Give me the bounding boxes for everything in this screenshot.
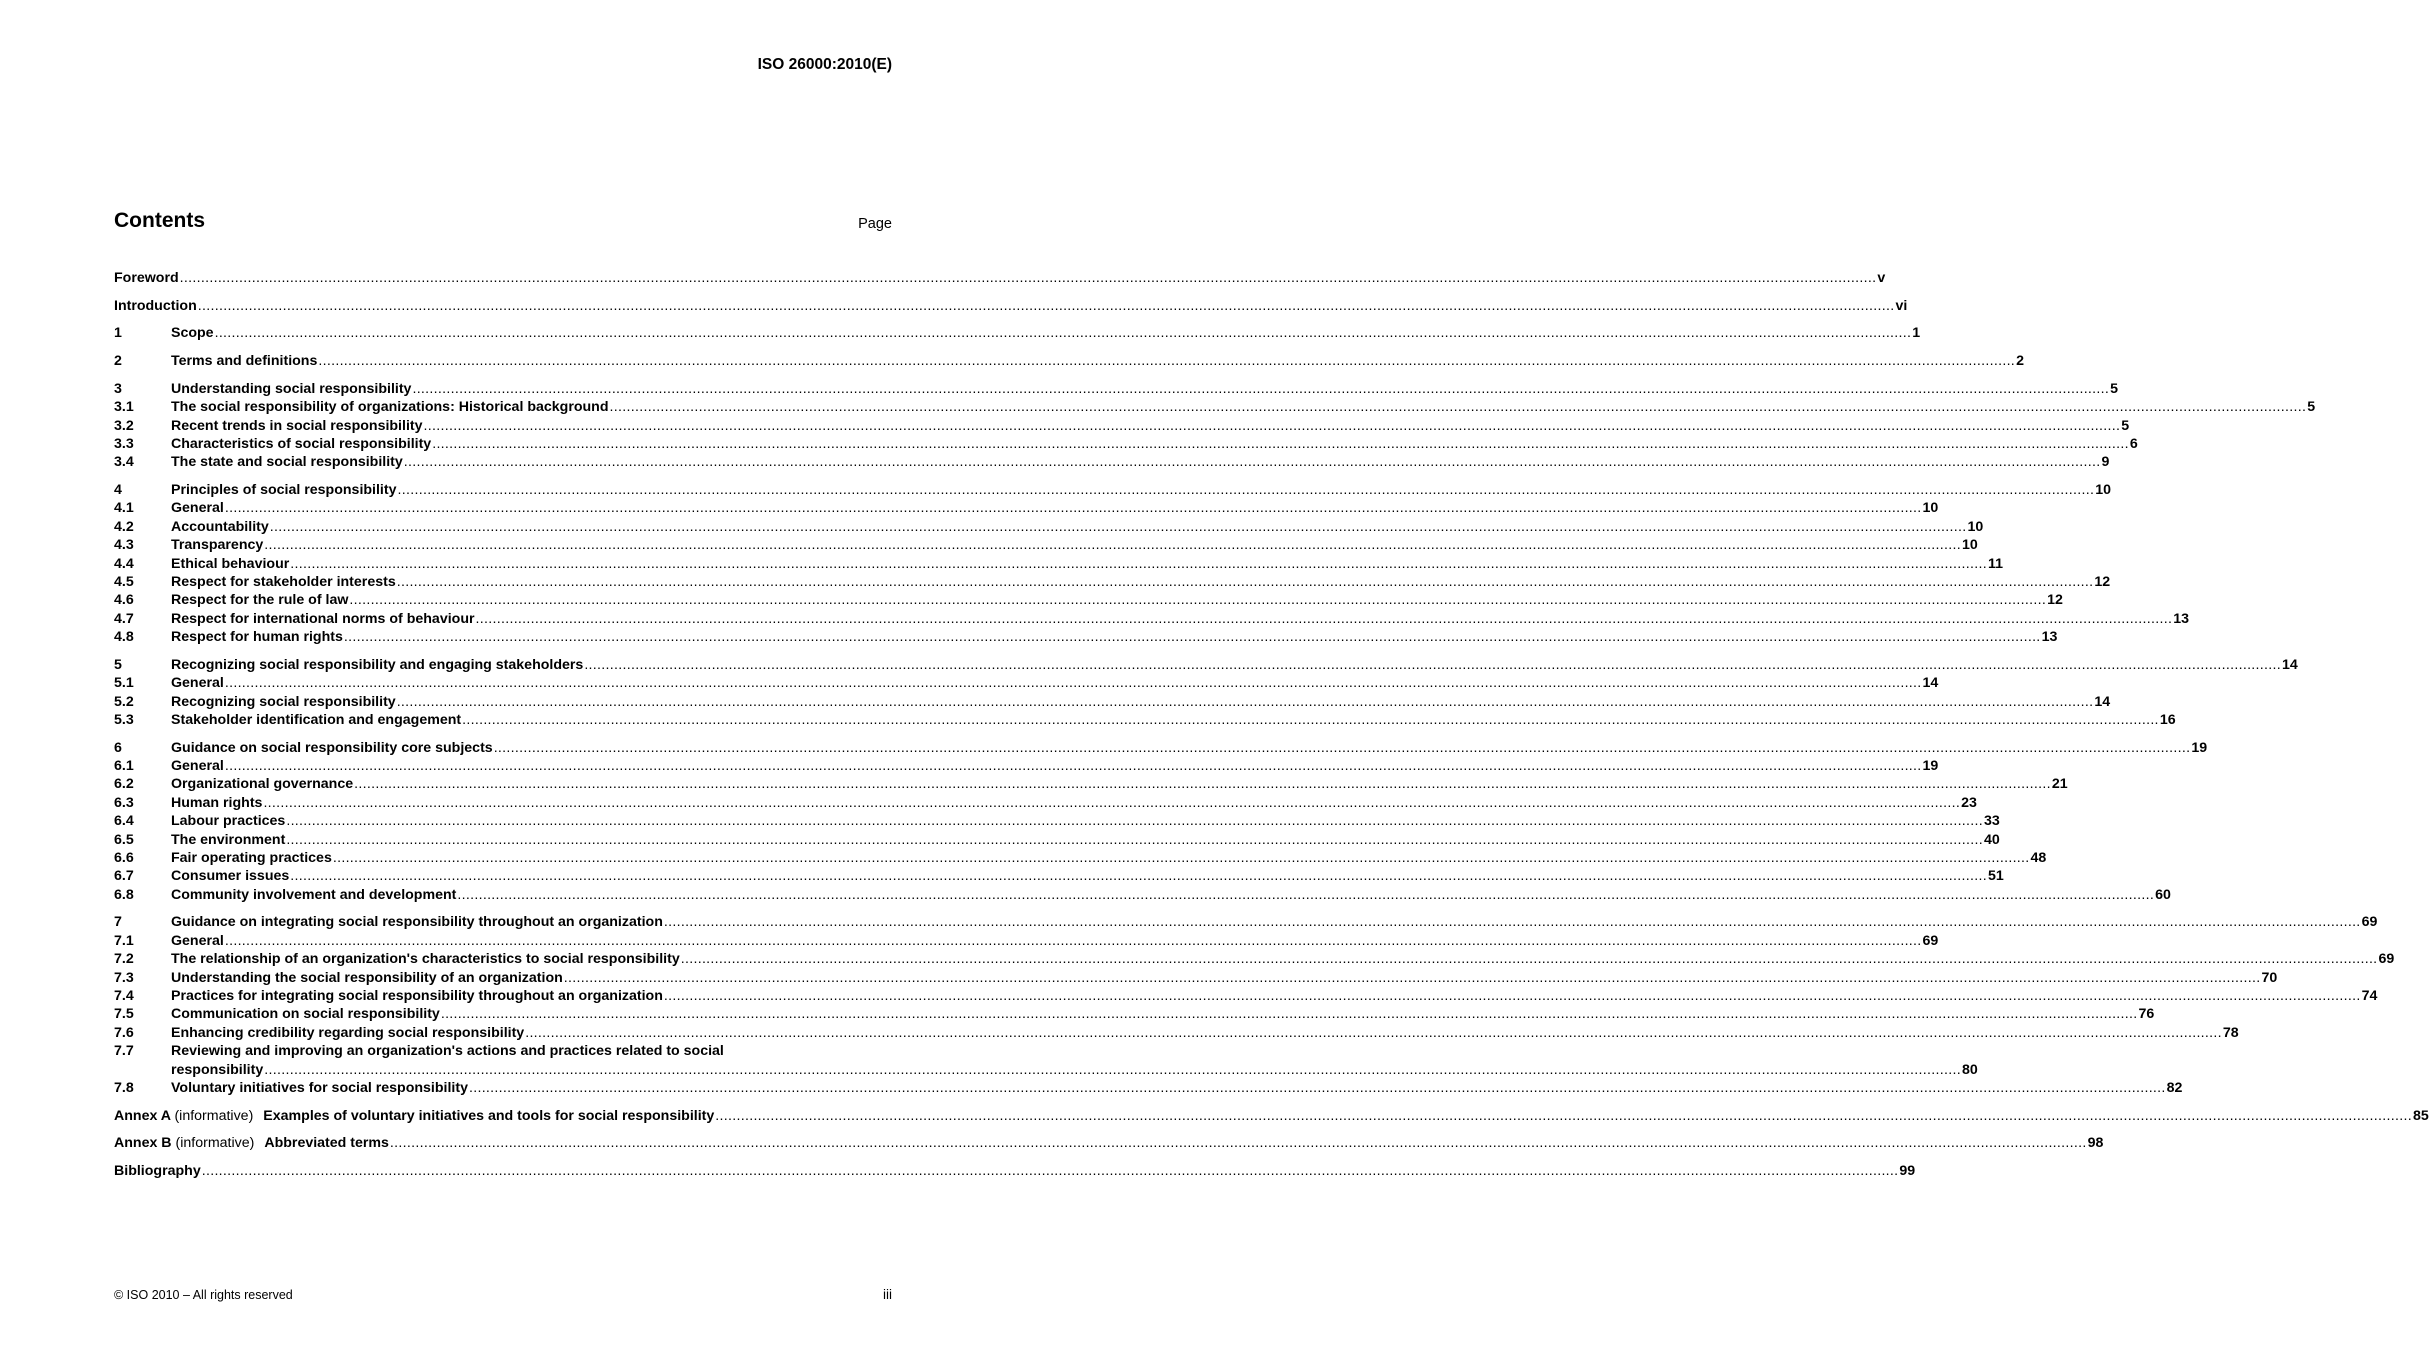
toc-entry-title: Bibliography xyxy=(114,1163,201,1180)
toc-entry[interactable] xyxy=(114,711,2176,729)
toc-entry-number: 4.3 xyxy=(114,537,134,554)
toc-entry-page: 19 xyxy=(2191,739,2208,756)
toc-entry-number: 7.2 xyxy=(114,951,134,968)
toc-entry-number: 3 xyxy=(114,380,122,397)
toc-entry-number: 3.3 xyxy=(114,435,134,452)
toc-entry[interactable] xyxy=(114,417,2130,435)
toc-entry-page: 16 xyxy=(2159,711,2176,728)
toc-entry-number: 7.8 xyxy=(114,1080,134,1097)
toc-entry[interactable] xyxy=(114,573,2111,591)
toc-entry-page: 12 xyxy=(2094,573,2111,590)
toc-dot-leader: ................................................................................................................................................................................................................................................................................................................................................................................................................ xyxy=(663,914,2361,931)
toc-dot-leader: ................................................................................................................................................................................................................................................................................................................................................................................................................ xyxy=(396,693,2094,710)
toc-entry-title: Voluntary initiatives for social responsibility xyxy=(171,1080,468,1097)
toc-dot-leader: ................................................................................................................................................................................................................................................................................................................................................................................................................ xyxy=(412,380,2110,397)
toc-entry[interactable] xyxy=(114,352,2024,370)
toc-entry-page: 48 xyxy=(2030,850,2047,867)
toc-entry-number: 4.8 xyxy=(114,629,134,646)
toc-entry[interactable] xyxy=(114,518,1984,536)
toc-entry-title: Communication on social responsibility xyxy=(171,1006,440,1023)
toc-entry[interactable] xyxy=(114,1079,2183,1097)
toc-entry[interactable] xyxy=(114,656,2298,674)
toc-dot-leader: ................................................................................................................................................................................................................................................................................................................................................................................................................ xyxy=(475,610,2173,627)
toc-dot-leader: ................................................................................................................................................................................................................................................................................................................................................................................................................ xyxy=(468,1080,2166,1097)
toc-entry[interactable] xyxy=(114,269,1886,287)
toc-dot-leader: ................................................................................................................................................................................................................................................................................................................................................................................................................ xyxy=(349,592,2047,609)
toc-dot-leader: ................................................................................................................................................................................................................................................................................................................................................................................................................ xyxy=(286,831,1984,848)
toc-dot-leader: ................................................................................................................................................................................................................................................................................................................................................................................................................ xyxy=(343,629,2041,646)
toc-entry[interactable] xyxy=(114,324,1921,342)
toc-dot-leader: ................................................................................................................................................................................................................................................................................................................................................................................................................ xyxy=(286,813,1984,830)
toc-dot-leader: ................................................................................................................................................................................................................................................................................................................................................................................................................ xyxy=(396,573,2094,590)
toc-entry-title-continued xyxy=(171,1061,1978,1079)
toc-dot-leader: ................................................................................................................................................................................................................................................................................................................................................................................................................ xyxy=(584,656,2282,673)
toc-entry[interactable] xyxy=(114,453,2110,471)
toc-dot-leader: ................................................................................................................................................................................................................................................................................................................................................................................................................ xyxy=(423,417,2121,434)
annex-label: Annex B xyxy=(114,1135,172,1152)
toc-entry-page: 5 xyxy=(2110,380,2119,397)
toc-entry[interactable] xyxy=(114,628,2058,646)
annex-type: (informative) xyxy=(175,1135,255,1152)
toc-dot-leader: ................................................................................................................................................................................................................................................................................................................................................................................................................ xyxy=(224,675,1922,692)
toc-entry-page: 10 xyxy=(1922,500,1939,517)
toc-entry[interactable] xyxy=(114,610,2189,628)
toc-entry-title: Labour practices xyxy=(171,813,286,830)
toc-entry-page: 14 xyxy=(2282,656,2298,673)
toc-entry-page: 6 xyxy=(2129,435,2138,452)
toc-entry-title: Transparency xyxy=(171,537,264,554)
toc-entry-number: 6.7 xyxy=(114,868,134,885)
toc-dot-leader: ................................................................................................................................................................................................................................................................................................................................................................................................................ xyxy=(332,850,2030,867)
toc-dot-leader: ................................................................................................................................................................................................................................................................................................................................................................................................................ xyxy=(269,518,1967,535)
toc-entry-number: 7.3 xyxy=(114,969,134,986)
toc-entry-page: 5 xyxy=(2121,417,2130,434)
toc-entry-page: 70 xyxy=(2261,969,2278,986)
toc-entry[interactable] xyxy=(114,739,2208,757)
toc-entry-title: Human rights xyxy=(171,794,263,811)
toc-entry-title: Enhancing credibility regarding social responsibility xyxy=(171,1024,525,1041)
toc-entry[interactable] xyxy=(114,536,1978,554)
toc-entry-number: 4.5 xyxy=(114,573,134,590)
toc-entry[interactable] xyxy=(114,1024,2239,1042)
toc-entry[interactable] xyxy=(114,1107,2429,1125)
annex-type: (informative) xyxy=(174,1107,254,1124)
toc-entry-page: 69 xyxy=(2378,951,2395,968)
toc-entry[interactable] xyxy=(114,481,2111,499)
toc-dot-leader: ................................................................................................................................................................................................................................................................................................................................................................................................................ xyxy=(403,454,2101,471)
toc-entry-title: Understanding the social responsibility of an organization xyxy=(171,969,563,986)
toc-dot-leader: ................................................................................................................................................................................................................................................................................................................................................................................................................ xyxy=(563,969,2261,986)
toc-entry-page: 40 xyxy=(1984,831,2000,848)
copyright-notice: © ISO 2010 – All rights reserved xyxy=(114,1288,293,1302)
toc-entry-page: 82 xyxy=(2166,1080,2183,1097)
toc-dot-leader: ................................................................................................................................................................................................................................................................................................................................................................................................................ xyxy=(214,325,1912,342)
toc-entry-number: 6 xyxy=(114,739,122,756)
toc-entry-title: Ethical behaviour xyxy=(171,555,290,572)
toc-dot-leader: ................................................................................................................................................................................................................................................................................................................................................................................................................ xyxy=(264,1061,1961,1078)
toc-entry-title: Understanding social responsibility xyxy=(171,380,412,397)
toc-entry-page: 74 xyxy=(2361,988,2378,1005)
toc-entry-page: 60 xyxy=(2155,886,2171,903)
page-number: iii xyxy=(883,1287,892,1302)
toc-entry-title: The state and social responsibility xyxy=(171,454,403,471)
toc-entry-page: 13 xyxy=(2173,610,2189,627)
toc-entry-number: 6.6 xyxy=(114,850,134,867)
toc-entry-page: 51 xyxy=(1987,868,2004,885)
toc-entry[interactable] xyxy=(114,775,2068,793)
toc-dot-leader: ................................................................................................................................................................................................................................................................................................................................................................................................................ xyxy=(264,537,1961,554)
toc-entry-title: The social responsibility of organizations: Historical background xyxy=(171,399,609,416)
toc-dot-leader: ................................................................................................................................................................................................................................................................................................................................................................................................................ xyxy=(224,500,1922,517)
toc-entry-title: Scope xyxy=(171,325,214,342)
toc-entry-title: Community involvement and development xyxy=(171,886,457,903)
toc-entry-page: 23 xyxy=(1961,794,1977,811)
toc-dot-leader: ................................................................................................................................................................................................................................................................................................................................................................................................................ xyxy=(224,758,1922,775)
toc-entry-title: Principles of social responsibility xyxy=(171,482,397,498)
toc-entry[interactable] xyxy=(114,1005,2155,1023)
toc-entry-number: 6.8 xyxy=(114,886,134,903)
toc-entry-page: 69 xyxy=(2361,914,2378,931)
toc-entry-title: Characteristics of social responsibility xyxy=(171,435,432,452)
toc-dot-leader: ................................................................................................................................................................................................................................................................................................................................................................................................................ xyxy=(457,886,2155,903)
toc-entry[interactable] xyxy=(114,499,1939,517)
toc-entry[interactable] xyxy=(114,969,2278,987)
page-column-label: Page xyxy=(858,216,892,232)
toc-entry-number: 6.1 xyxy=(114,758,134,775)
toc-entry-page: 14 xyxy=(1922,675,1939,692)
annex-label: Annex A xyxy=(114,1107,171,1124)
toc-annex-title xyxy=(114,1107,714,1125)
toc-entry-page: 5 xyxy=(2307,399,2316,416)
toc-entry-title: Foreword xyxy=(114,270,179,286)
toc-entry[interactable] xyxy=(114,950,2395,968)
toc-entry[interactable] xyxy=(114,867,2004,885)
toc-entry-page: 12 xyxy=(2047,592,2063,609)
toc-entry-title: Respect for the rule of law xyxy=(171,592,349,609)
toc-entry[interactable] xyxy=(114,886,2171,904)
toc-entry-page: 78 xyxy=(2222,1024,2239,1041)
toc-entry[interactable] xyxy=(114,987,2378,1005)
toc-entry-title: Reviewing and improving an organization's actions and practices related to social xyxy=(171,1043,724,1060)
toc-entry-title: Terms and definitions xyxy=(171,353,318,370)
toc-entry-number: 5.1 xyxy=(114,675,134,692)
toc-entry-number: 4 xyxy=(114,482,122,498)
toc-entry-page: vi xyxy=(1895,297,1908,314)
toc-entry-number: 4.4 xyxy=(114,555,134,572)
toc-entry-title: Abbreviated terms xyxy=(264,1135,389,1152)
toc-entry-page: 98 xyxy=(2087,1135,2104,1152)
toc-entry-page: 80 xyxy=(1961,1061,1978,1078)
toc-entry-title: General xyxy=(171,758,224,775)
toc-dot-leader: ................................................................................................................................................................................................................................................................................................................................................................................................................ xyxy=(680,951,2378,968)
toc-dot-leader: ................................................................................................................................................................................................................................................................................................................................................................................................................ xyxy=(397,482,2095,498)
toc-entry-number: 6.3 xyxy=(114,794,134,811)
toc-entry-number: 4.2 xyxy=(114,518,134,535)
toc-entry-page: 13 xyxy=(2041,629,2058,646)
toc-entry-page: 14 xyxy=(2094,693,2111,710)
toc-dot-leader: ................................................................................................................................................................................................................................................................................................................................................................................................................ xyxy=(440,1006,2138,1023)
toc-entry-number: 5.3 xyxy=(114,711,134,728)
toc-entry-number: 7.4 xyxy=(114,988,134,1005)
toc-entry[interactable] xyxy=(114,794,1977,812)
toc-entry-title: General xyxy=(171,932,224,949)
toc-entry-title: responsibility xyxy=(171,1061,264,1078)
toc-entry[interactable] xyxy=(114,1134,2104,1152)
toc-entry-title: Practices for integrating social responsibility throughout an organization xyxy=(171,988,663,1005)
toc-entry[interactable] xyxy=(114,398,2316,416)
toc-entry-page: 2 xyxy=(2016,353,2024,370)
toc-entry-title: Recent trends in social responsibility xyxy=(171,417,423,434)
toc-dot-leader: ................................................................................................................................................................................................................................................................................................................................................................................................................ xyxy=(263,794,1961,811)
toc-entry-page: 69 xyxy=(1922,932,1939,949)
toc-entry-number: 3.4 xyxy=(114,454,134,471)
toc-entry-page: 1 xyxy=(1912,325,1921,342)
table-of-contents xyxy=(114,269,2429,1180)
contents-heading: Contents xyxy=(114,209,205,232)
toc-entry-title: General xyxy=(171,500,224,517)
toc-entry-page: v xyxy=(1877,270,1886,286)
toc-entry[interactable] xyxy=(114,812,2000,830)
toc-entry[interactable] xyxy=(114,435,2138,453)
toc-entry-number: 4.6 xyxy=(114,592,134,609)
toc-annex-title xyxy=(114,1134,389,1152)
toc-entry[interactable] xyxy=(114,1042,1978,1079)
toc-entry-number: 5 xyxy=(114,656,122,673)
toc-dot-leader: ................................................................................................................................................................................................................................................................................................................................................................................................................ xyxy=(201,1163,1899,1180)
toc-entry-page: 11 xyxy=(1987,555,2003,572)
toc-entry-number: 2 xyxy=(114,353,122,370)
document-id: ISO 26000:2010(E) xyxy=(757,56,892,73)
toc-entry-number: 7.6 xyxy=(114,1024,134,1041)
toc-entry[interactable] xyxy=(114,831,2000,849)
toc-entry-title: Accountability xyxy=(171,518,269,535)
toc-entry-number: 7.7 xyxy=(114,1043,134,1060)
toc-entry-number: 4.1 xyxy=(114,500,134,517)
toc-entry-number: 3.2 xyxy=(114,417,134,434)
toc-dot-leader: ................................................................................................................................................................................................................................................................................................................................................................................................................ xyxy=(389,1135,2087,1152)
toc-dot-leader: ................................................................................................................................................................................................................................................................................................................................................................................................................ xyxy=(290,868,1987,885)
toc-entry-title: Organizational governance xyxy=(171,776,354,793)
toc-entry[interactable] xyxy=(114,693,2111,711)
toc-dot-leader: ................................................................................................................................................................................................................................................................................................................................................................................................................ xyxy=(224,932,1922,949)
toc-dot-leader: ................................................................................................................................................................................................................................................................................................................................................................................................................ xyxy=(179,270,1877,286)
toc-entry-number: 7 xyxy=(114,914,122,931)
toc-entry-page: 99 xyxy=(1899,1163,1916,1180)
toc-entry-number: 3.1 xyxy=(114,399,134,416)
toc-entry[interactable] xyxy=(114,1162,1916,1180)
toc-entry-page: 10 xyxy=(1967,518,1984,535)
toc-entry-title: Consumer issues xyxy=(171,868,290,885)
toc-entry-title: The environment xyxy=(171,831,286,848)
toc-entry-number: 6.2 xyxy=(114,776,134,793)
toc-entry-page: 10 xyxy=(1961,537,1978,554)
toc-entry-title: Introduction xyxy=(114,297,197,314)
toc-entry-number: 1 xyxy=(114,325,122,342)
toc-entry[interactable] xyxy=(114,297,1908,315)
toc-dot-leader: ................................................................................................................................................................................................................................................................................................................................................................................................................ xyxy=(318,353,2016,370)
toc-dot-leader: ................................................................................................................................................................................................................................................................................................................................................................................................................ xyxy=(197,297,1895,314)
toc-entry-page: 85 xyxy=(2412,1107,2429,1124)
toc-entry-number: 7.1 xyxy=(114,932,134,949)
toc-entry-title: Stakeholder identification and engagement xyxy=(171,711,462,728)
toc-entry-title: Guidance on social responsibility core subjects xyxy=(171,739,493,756)
toc-entry-page: 19 xyxy=(1922,758,1939,775)
toc-dot-leader: ................................................................................................................................................................................................................................................................................................................................................................................................................ xyxy=(462,711,2159,728)
toc-dot-leader: ................................................................................................................................................................................................................................................................................................................................................................................................................ xyxy=(290,555,1987,572)
toc-dot-leader: ................................................................................................................................................................................................................................................................................................................................................................................................................ xyxy=(663,988,2361,1005)
toc-dot-leader: ................................................................................................................................................................................................................................................................................................................................................................................................................ xyxy=(525,1024,2222,1041)
toc-entry-page: 9 xyxy=(2101,454,2110,471)
toc-dot-leader: ................................................................................................................................................................................................................................................................................................................................................................................................................ xyxy=(493,739,2191,756)
toc-entry[interactable] xyxy=(114,380,2119,398)
toc-entry[interactable] xyxy=(114,849,2047,867)
toc-entry-number: 6.4 xyxy=(114,813,134,830)
toc-entry-title: Guidance on integrating social responsibility throughout an organization xyxy=(171,914,663,931)
toc-entry[interactable] xyxy=(114,932,1939,950)
toc-entry[interactable] xyxy=(114,555,2003,573)
toc-entry-number: 4.7 xyxy=(114,610,134,627)
toc-entry-title: Respect for international norms of behaviour xyxy=(171,610,475,627)
toc-entry[interactable] xyxy=(114,591,2063,609)
toc-entry-number: 5.2 xyxy=(114,693,134,710)
toc-entry-title: Fair operating practices xyxy=(171,850,332,867)
toc-entry-title: Recognizing social responsibility xyxy=(171,693,396,710)
toc-entry-title: Recognizing social responsibility and engaging stakeholders xyxy=(171,656,584,673)
toc-entry-title: Respect for stakeholder interests xyxy=(171,573,396,590)
toc-entry[interactable] xyxy=(114,913,2378,931)
toc-entry-title-block xyxy=(171,1042,1978,1079)
toc-entry-title: The relationship of an organization's characteristics to social responsibility xyxy=(171,951,680,968)
toc-entry-title: Respect for human rights xyxy=(171,629,343,646)
toc-entry[interactable] xyxy=(114,674,1939,692)
toc-dot-leader: ................................................................................................................................................................................................................................................................................................................................................................................................................ xyxy=(715,1107,2412,1124)
toc-entry-page: 10 xyxy=(2095,482,2111,498)
toc-entry-title: Examples of voluntary initiatives and tools for social responsibility xyxy=(263,1107,715,1124)
toc-entry-number: 7.5 xyxy=(114,1006,134,1023)
toc-entry-page: 33 xyxy=(1984,813,2000,830)
toc-dot-leader: ................................................................................................................................................................................................................................................................................................................................................................................................................ xyxy=(609,399,2307,416)
toc-entry-page: 76 xyxy=(2138,1006,2155,1023)
toc-dot-leader: ................................................................................................................................................................................................................................................................................................................................................................................................................ xyxy=(432,435,2129,452)
toc-dot-leader: ................................................................................................................................................................................................................................................................................................................................................................................................................ xyxy=(354,776,2051,793)
toc-entry[interactable] xyxy=(114,757,1939,775)
toc-entry-page: 21 xyxy=(2051,776,2068,793)
toc-entry-title: General xyxy=(171,675,224,692)
toc-entry-number: 6.5 xyxy=(114,831,134,848)
